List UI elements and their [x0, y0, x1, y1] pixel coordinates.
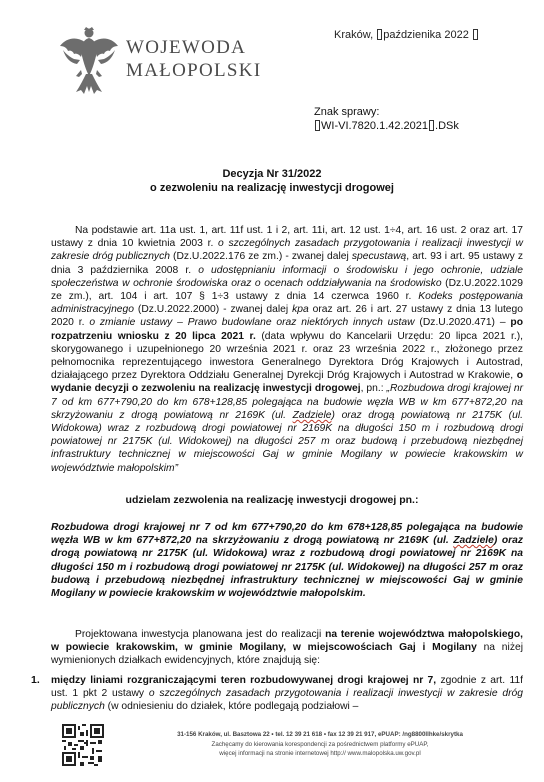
decision-statement: udzielam zezwolenia na realizację inwestycji drogowej pn.:: [125, 494, 419, 506]
date-field-marker: [377, 29, 382, 40]
place: Kraków,: [334, 29, 374, 41]
list-item: między liniami rozgraniczającymi teren rozbudowywanej drogi krajowej nr 7, zgodnie z art. 11f ust. 1 pkt 2 ustawy o szczególnych zasadach przygotowania i realizacji inwestycji w zakresie dróg publicznych (w odniesieniu do działek, które podlegają podziałowi –: [51, 675, 523, 713]
logo-line-2: MAŁOPOLSKI: [126, 60, 262, 81]
case-number-label: Znak sprawy:: [314, 106, 380, 118]
list-item-number: 1.: [31, 674, 40, 686]
footer-website: więcej informacji na stronie internetowej http:// www.malopolska.uw.gov.pl: [219, 750, 421, 757]
footer-address: 31-156 Kraków, ul. Basztowa 22 • tel. 12 39 21 618 • fax 12 39 21 917, ePUAP: /ng8800llhke/skrytka: [177, 731, 463, 738]
location-paragraph: Projektowana inwestycja planowana jest do realizacji na terenie województwa małopolskiego, w powiecie krakowskim, w gminie Mogilany, w miejscowościach Gaj i Mogilany na niżej wymienionych działkach ewidencyjnych, które znajdują się:: [51, 629, 523, 667]
case-field-marker-end: [429, 120, 434, 131]
qr-code-icon: [62, 724, 104, 766]
case-field-marker: [315, 120, 320, 131]
footer-epuap-note: Zachęcamy do kierowania korespondencji za pośrednictwem platformy ePUAP,: [211, 741, 429, 748]
case-number: [314, 120, 459, 132]
decision-subject: o zezwoleniu na realizację inwestycji drogowej: [150, 182, 394, 194]
decision-number: Decyzja Nr 31/2022: [222, 168, 322, 180]
case-number-suffix: .DSk: [435, 120, 459, 132]
date: paździenika 2022: [383, 29, 469, 41]
case-number-value: WI-VI.7820.1.42.2021: [321, 120, 429, 132]
logo-line-1: WOJEWODA: [126, 37, 247, 58]
place-date: [334, 29, 534, 41]
investment-name-paragraph: Rozbudowa drogi krajowej nr 7 od km 677+790,20 do km 678+128,85 polegająca na budowie węzła WB w km 677+872,20 na skrzyżowaniu z drogą powiatową nr 2169K (ul. Zadziele) oraz drogą powiatową nr 2175K (ul. Widokowa) wraz z rozbudową drogi powiatowej nr 2169K na długości 150 m i rozbudową drogi powiatowej nr 2175K (ul. Widokowej) na długości 257 m oraz budową i przebudową niezbędnej infrastruktury technicznej w miejscowości Gaj w gminie Mogilany w powiecie krakowskim w województwie małopolskim.: [51, 522, 523, 600]
logo-wordmark: [126, 36, 261, 82]
legal-basis-paragraph: Na podstawie art. 11a ust. 1, art. 11f ust. 1 i 2, art. 11i, art. 12 ust. 1÷4, art. 16 ust. 2 oraz art. 17 ustawy z dnia 10 kwietnia 2003 r. o szczególnych zasadach przygotowania i realizacji inwestycji w zakresie dróg publicznych (Dz.U.2022.176 ze zm.) - zwanej dalej specustawą, art. 93 i art. 95 ustawy z dnia 3 października 2008 r. o udostępnianiu informacji o środowisku i jego ochronie, udziale społeczeństwa w ochronie środowiska oraz o ocenach oddziaływania na środowisko (Dz.U.2022.1029 ze zm.), art. 104 i art. 107 § 1÷3 ustawy z dnia 14 czerwca 1960 r. Kodeks postępowania administracyjnego (Dz.U.2022.2000) - zwanej dalej kpa oraz art. 26 i art. 27 ustawy z dnia 13 lutego 2020 r. o zmianie ustawy – Prawo budowlane oraz niektórych innych ustaw (Dz.U.2020.471) – po rozpatrzeniu wniosku z 20 lipca 2021 r. (data wpływu do Kancelarii Urzędu: 20 lipca 2021 r.), skorygowanego i uzupełnionego 20 września 2021 r. oraz 23 września 2022 r., złożonego przez pełnomocnika reprezentującego inwestora Generalnego Dyrektora Dróg Krajowych i Autostrad, działającego przez Dyrektora Oddziału Generalnej Dyrekcji Dróg Krajowych i Autostrad w Krakowie, o wydanie decyzji o zezwoleniu na realizację inwestycji drogowej, pn.: „Rozbudowa drogi krajowej nr 7 od km 677+790,20 do km 678+128,85 polegająca na budowie węzła WB w km 677+872,20 na skrzyżowaniu z drogą powiatową nr 2169K (ul. Zadziele) oraz drogą powiatową nr 2175K (ul. Widokowa) wraz z rozbudową drogi powiatowej nr 2169K na długości 150 m i rozbudową drogi powiatowej nr 2175K (ul. Widokowej) na długości 257 m oraz budową i przebudową niezbędnej infrastruktury technicznej w miejscowości Gaj w gminie Mogilany w powiecie krakowskim w województwie małopolskim”: [51, 225, 524, 474]
eagle-emblem-icon: [58, 26, 120, 96]
date-field-marker-end: [473, 29, 478, 40]
